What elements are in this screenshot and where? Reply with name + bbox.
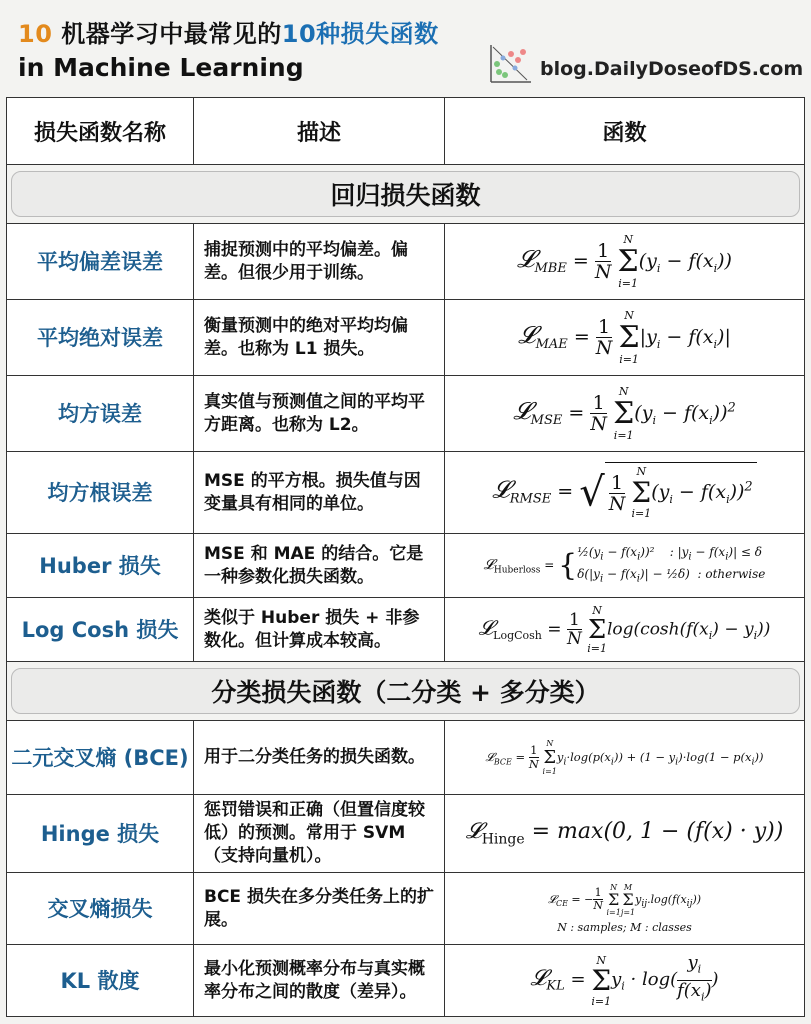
page-subtitle: in Machine Learning xyxy=(18,53,304,82)
header xyxy=(0,0,811,95)
loss-formula: 𝓛$_{MSE}$ = $\frac{1}{N}$ N Σ i=1 $(y_i - f(x_i))^2$ xyxy=(445,376,805,452)
header-desc: 描述 xyxy=(194,98,445,165)
loss-name: 二元交叉熵 (BCE) xyxy=(7,721,194,795)
table-row xyxy=(7,224,805,300)
loss-name: Huber 损失 xyxy=(7,534,194,598)
table-row xyxy=(7,795,805,873)
loss-desc: 最小化预测概率分布与真实概率分布之间的散度（差异）。 xyxy=(194,945,445,1017)
loss-formula: 𝓛$_{LogCosh}$ = $\frac{1}{N}$ N Σ i=1 $\log(\cosh(f(x_i) - y_i))$ xyxy=(445,598,805,662)
site-url: blog.DailyDoseofDS.com xyxy=(540,58,804,80)
loss-name: 交叉熵损失 xyxy=(7,873,194,945)
loss-name: KL 散度 xyxy=(7,945,194,1017)
loss-desc: BCE 损失在多分类任务上的扩展。 xyxy=(194,873,445,945)
loss-desc: 衡量预测中的绝对平均均偏差。也称为 L1 损失。 xyxy=(194,300,445,376)
header-formula: 函数 xyxy=(445,98,805,165)
title-text: 机器学习中最常见的 xyxy=(52,20,282,48)
table-row xyxy=(7,534,805,598)
section-classification xyxy=(7,662,805,721)
header-name: 损失函数名称 xyxy=(7,98,194,165)
loss-formula: 𝓛$_{Huberloss}$ = { $\frac{1}{2}(y_i - f(x_i))^2$ : $|y_i - f(x_i)| \le \delta$ $\delta(|y_i - f(x_i)|$ − ½δ) : otherwise xyxy=(445,534,805,598)
table-row xyxy=(7,598,805,662)
loss-name: 平均偏差误差 xyxy=(7,224,194,300)
loss-name: Log Cosh 损失 xyxy=(7,598,194,662)
loss-formula: 𝓛$_{MBE}$ = $\frac{1}{N}$ N Σ i=1 $(y_i - f(x_i))$ xyxy=(445,224,805,300)
table-row xyxy=(7,721,805,795)
table-row xyxy=(7,452,805,534)
title-number: 10 xyxy=(18,20,53,48)
section-title-classification: 分类损失函数（二分类 + 多分类） xyxy=(11,668,800,714)
scatter-logo-icon xyxy=(485,42,535,87)
loss-formula: 𝓛$_{RMSE}$ = √ $\frac{1}{N}$ N Σ i=1 $(y_i - f(x_i))^2$ xyxy=(445,452,805,534)
loss-name: Hinge 损失 xyxy=(7,795,194,873)
loss-desc: 真实值与预测值之间的平均平方距离。也称为 L2。 xyxy=(194,376,445,452)
table-header-row xyxy=(7,98,805,165)
table-row xyxy=(7,300,805,376)
loss-functions-table xyxy=(6,97,805,1017)
loss-desc: 用于二分类任务的损失函数。 xyxy=(194,721,445,795)
loss-formula: 𝓛$_{MAE}$ = $\frac{1}{N}$ N Σ i=1 $|y_i - f(x_i)|$ xyxy=(445,300,805,376)
section-regression xyxy=(7,165,805,224)
loss-formula: 𝓛$_{Hinge}$ = max(0, 1 − (f(x) · y)) xyxy=(445,795,805,873)
loss-name: 平均绝对误差 xyxy=(7,300,194,376)
title-highlight: 10种损失函数 xyxy=(281,20,439,48)
page-title xyxy=(18,14,439,49)
loss-desc: 类似于 Huber 损失 + 非参数化。但计算成本较高。 xyxy=(194,598,445,662)
loss-desc: 惩罚错误和正确（但置信度较低）的预测。常用于 SVM（支持向量机）。 xyxy=(194,795,445,873)
loss-name: 均方误差 xyxy=(7,376,194,452)
loss-name: 均方根误差 xyxy=(7,452,194,534)
loss-formula: 𝓛$_{BCE}$ = $\frac{1}{N}$ N Σ i=1 $y_i\cdot\log(p(x_i)) + (1 - y_i)\cdot\log(1 - p(x_i))$ xyxy=(445,721,805,795)
loss-desc: MSE 和 MAE 的结合。它是一种参数化损失函数。 xyxy=(194,534,445,598)
table-row xyxy=(7,945,805,1017)
table-row xyxy=(7,376,805,452)
loss-desc: 捕捉预测中的平均偏差。偏差。但很少用于训练。 xyxy=(194,224,445,300)
table-row xyxy=(7,873,805,945)
loss-formula: 𝓛$_{KL}$ = N Σ i=1 $y_i \cdot \log$( $\frac{y_i}{f(x_i)}$ ) xyxy=(445,945,805,1017)
section-title-regression: 回归损失函数 xyxy=(11,171,800,217)
loss-desc: MSE 的平方根。损失值与因变量具有相同的单位。 xyxy=(194,452,445,534)
loss-formula: 𝓛$_{CE}$ = − $\frac{1}{N}$ N Σ i=1 M Σ j=1 $y_{ij}.\log(f(x_{ij}))$ N : samples; M : classes xyxy=(445,873,805,945)
